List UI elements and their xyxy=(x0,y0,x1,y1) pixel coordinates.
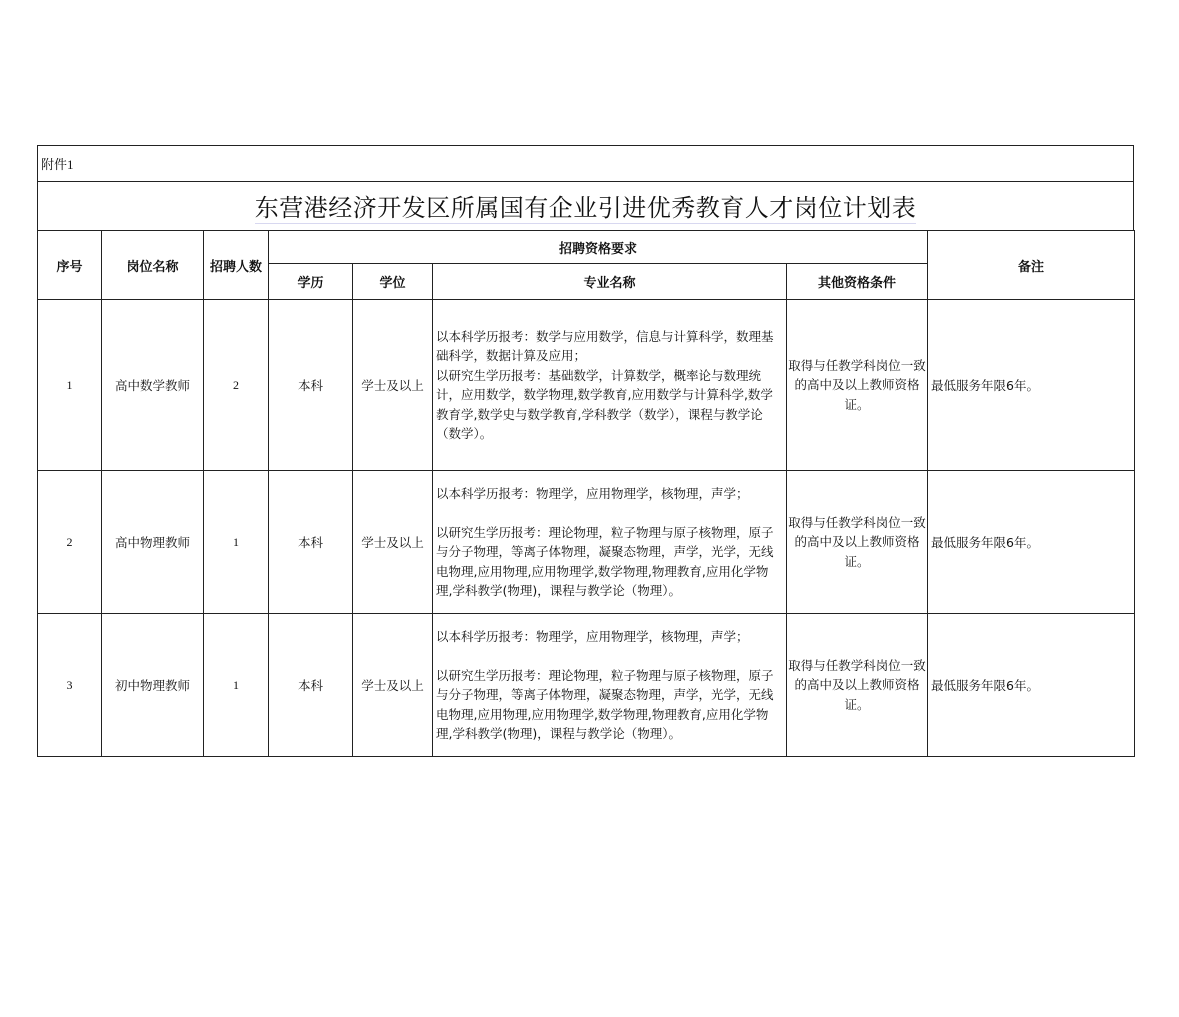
row-major: 以本科学历报考：物理学，应用物理学，核物理，声学； 以研究生学历报考：理论物理，粒子物理与原子核物理，原子与分子物理，等离子体物理，凝聚态物理，声学，光学，无线电物理,应用物理,应用物理学,数学物理,物理教育,应用化学物理,学科教学(物理)，课程与教学论（物理）。 xyxy=(433,614,787,757)
header-education: 学历 xyxy=(269,264,353,300)
row-degree: 学士及以上 xyxy=(353,300,433,471)
row-count: 1 xyxy=(204,471,269,614)
row-position: 初中物理教师 xyxy=(102,614,204,757)
row-degree: 学士及以上 xyxy=(353,471,433,614)
row-count: 1 xyxy=(204,614,269,757)
header-position: 岗位名称 xyxy=(102,231,204,300)
row-count: 2 xyxy=(204,300,269,471)
header-row-1 xyxy=(38,231,1135,264)
row-major: 以本科学历报考：数学与应用数学，信息与计算科学，数理基础科学，数据计算及应用； 以研究生学历报考：基础数学，计算数学，概率论与数理统计，应用数学，数学物理,数学教育,应用数学与计算科学,数学教育学,数学史与数学教育,学科教学（数学），课程与教学论（数学）。 xyxy=(433,300,787,471)
row-remark: 最低服务年限6年。 xyxy=(928,614,1135,757)
attachment-label: 附件1 xyxy=(37,145,1134,181)
table-row xyxy=(38,300,1135,471)
row-education: 本科 xyxy=(269,300,353,471)
header-major: 专业名称 xyxy=(433,264,787,300)
row-major: 以本科学历报考：物理学，应用物理学，核物理，声学； 以研究生学历报考：理论物理，粒子物理与原子核物理，原子与分子物理，等离子体物理，凝聚态物理，声学，光学，无线电物理,应用物理,应用物理学,数学物理,物理教育,应用化学物理,学科教学(物理)，课程与教学论（物理）。 xyxy=(433,471,787,614)
row-education: 本科 xyxy=(269,614,353,757)
row-seq: 3 xyxy=(38,614,102,757)
header-degree: 学位 xyxy=(353,264,433,300)
row-degree: 学士及以上 xyxy=(353,614,433,757)
row-other: 取得与任教学科岗位一致的高中及以上教师资格证。 xyxy=(787,471,928,614)
row-seq: 2 xyxy=(38,471,102,614)
row-other: 取得与任教学科岗位一致的高中及以上教师资格证。 xyxy=(787,614,928,757)
header-requirements: 招聘资格要求 xyxy=(269,231,928,264)
row-remark: 最低服务年限6年。 xyxy=(928,471,1135,614)
row-education: 本科 xyxy=(269,471,353,614)
header-remark: 备注 xyxy=(928,231,1135,300)
table-row xyxy=(38,471,1135,614)
row-seq: 1 xyxy=(38,300,102,471)
row-position: 高中物理教师 xyxy=(102,471,204,614)
recruitment-table xyxy=(37,230,1135,757)
row-position: 高中数学教师 xyxy=(102,300,204,471)
header-count: 招聘人数 xyxy=(204,231,269,300)
header-seq: 序号 xyxy=(38,231,102,300)
table-title-row xyxy=(37,181,1134,230)
table-row xyxy=(38,614,1135,757)
page-title: 东营港经济开发区所属国有企业引进优秀教育人才岗位计划表 xyxy=(255,188,917,224)
recruitment-plan-sheet xyxy=(37,145,1134,757)
header-other: 其他资格条件 xyxy=(787,264,928,300)
row-remark: 最低服务年限6年。 xyxy=(928,300,1135,471)
row-other: 取得与任教学科岗位一致的高中及以上教师资格证。 xyxy=(787,300,928,471)
